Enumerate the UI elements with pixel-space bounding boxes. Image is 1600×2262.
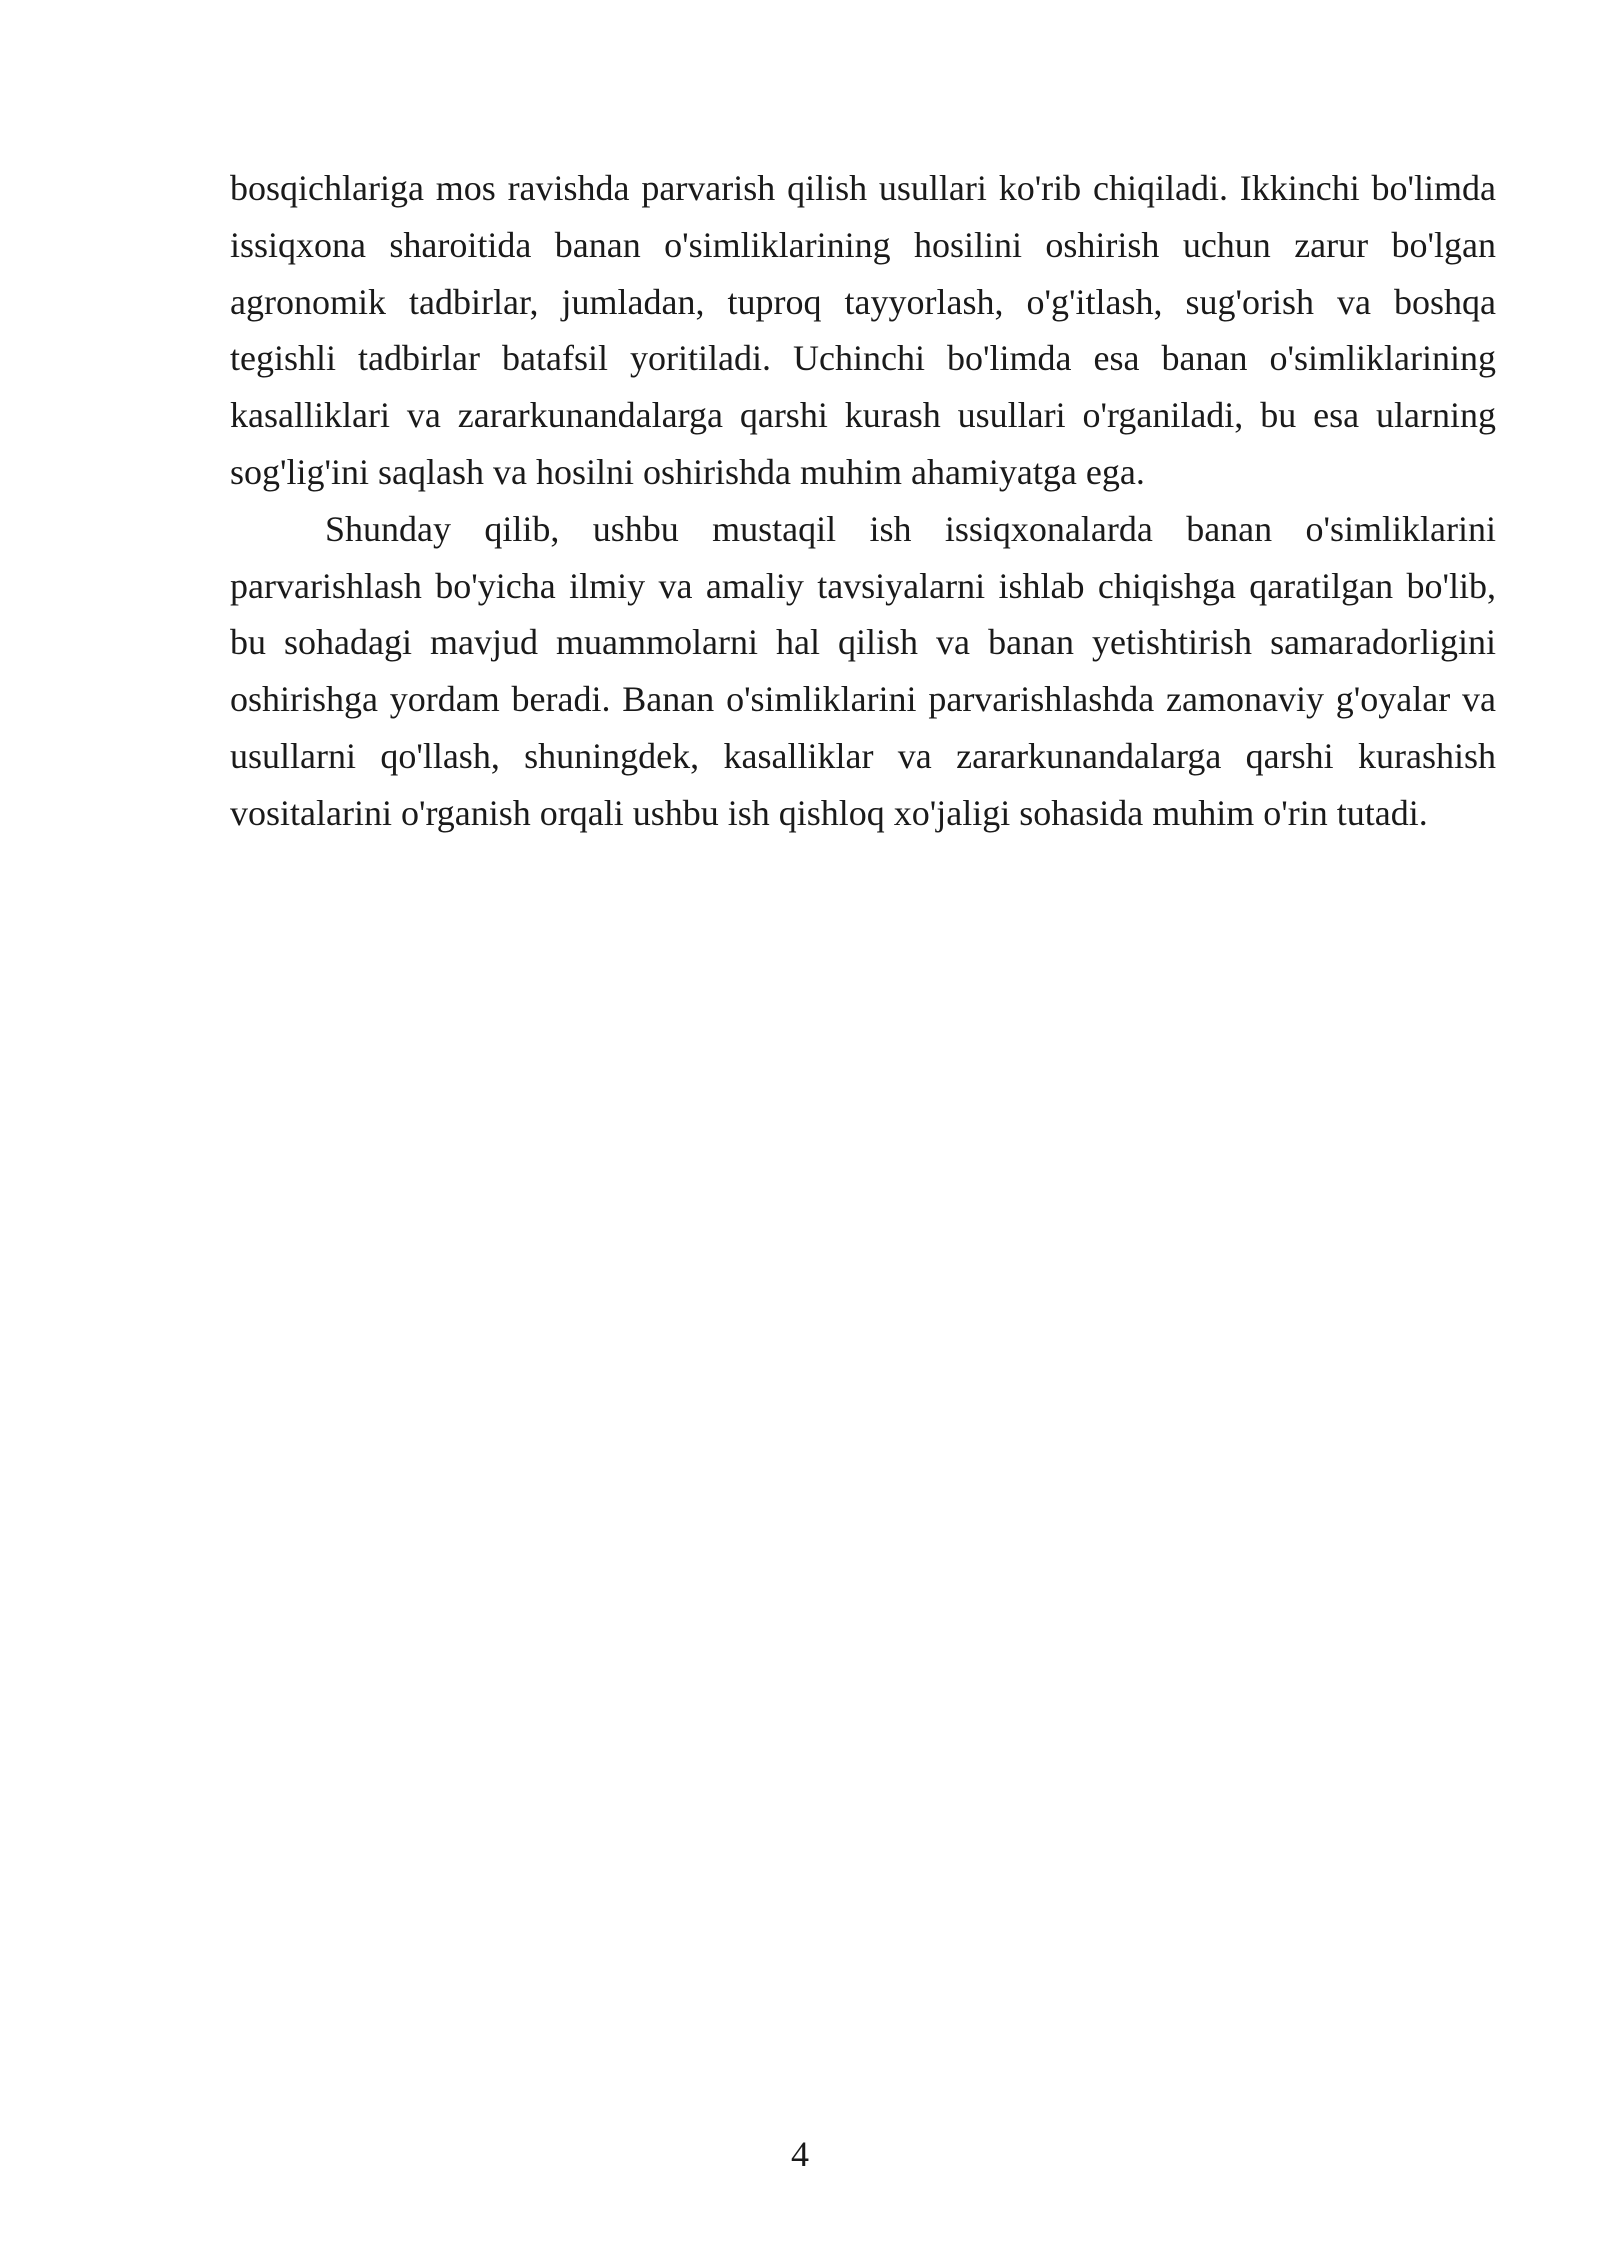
paragraph-conclusion: Shunday qilib, ushbu mustaqil ish issiqxonalarda banan o'simliklarini parvarishlash bo'yicha ilmiy va amaliy tavsiyalarni ishlab chiqishga qaratilgan bo'lib, bu sohadagi mavjud muammolarni hal qilish va banan yetishtirish samaradorligini oshirishga yordam beradi. Banan o'simliklarini parvarishlashda zamonaviy g'oyalar va usullarni qo'llash, shuningdek, kasalliklar va zararkunandalarga qarshi kurashish vositalarini o'rganish orqali ushbu ish qishloq xo'jaligi sohasida muhim o'rin tutadi.	[230, 508, 1496, 833]
page-number: 4	[791, 2134, 809, 2174]
body-text	[230, 160, 1496, 842]
paragraph-continued: bosqichlariga mos ravishda parvarish qilish usullari ko'rib chiqiladi. Ikkinchi bo'limda issiqxona sharoitida banan o'simliklarining hosilini oshirish uchun zarur bo'lgan agronomik tadbirlar, jumladan, tuproq tayyorlash, o'g'itlash, sug'orish va boshqa tegishli tadbirlar batafsil yoritiladi. Uchinchi bo'limda esa banan o'simliklarining kasalliklari va zararkunandalarga qarshi kurash usullari o'rganiladi, bu esa ularning sog'lig'ini saqlash va hosilni oshirishda muhim ahamiyatga ega.	[230, 168, 1496, 492]
